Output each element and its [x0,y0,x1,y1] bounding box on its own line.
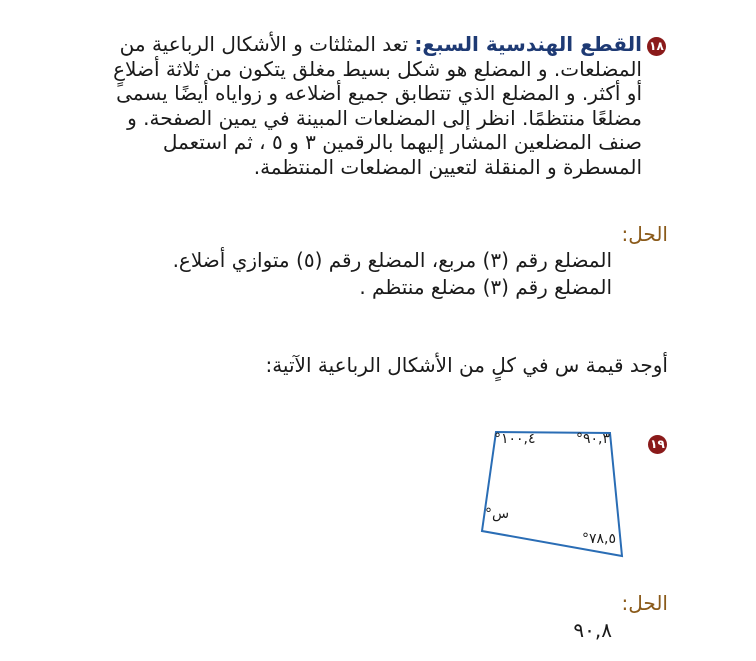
angle-bottom-left-value: س [492,506,510,522]
problem-18-heading: القطع الهندسية السبع: [414,32,642,56]
angle-top-left-value: ١٠٠,٤ [501,431,536,447]
solution-line-1: المضلع رقم (٣) مربع، المضلع رقم (٥) متوازي أضلاع. [172,248,612,272]
angle-top-left [494,431,536,447]
solution-label-19: الحل: [621,591,668,615]
instruction-text: أوجد قيمة س في كلٍ من الأشكال الرباعية الآتية: [265,353,668,377]
angle-bottom-right [582,531,616,547]
degree-symbol: ° [494,431,501,447]
degree-symbol: ° [576,431,583,447]
problem-19-badge: ١٩ [648,435,667,454]
angle-bottom-left [485,506,509,522]
problem-18-body: تعد المثلثات و الأشكال الرباعية من المضلعات. و المضلع هو شكل بسيط مغلق يتكون من ثلاثة أضلاعٍ أو أكثر. و المضلع الذي تتطابق جميع أضلاعه و زواياه أيضًا يسمى مضلعًا منتظمًا. انظر إلى المضلعات المبينة في يمين الصفحة. و صنف المضلعين المشار إليهما بالرقمين ٣ و ٥ ، ثم استعمل المسطرة و المنقلة لتعيين المضلعات المنتظمة. [113,32,642,179]
solution-label-18: الحل: [621,222,668,246]
solution-line-2: المضلع رقم (٣) مضلع منتظم . [359,275,612,299]
answer-19: ٩٠,٨ [573,618,612,642]
angle-top-right-value: ٩٠,٣ [583,431,611,447]
problem-18-badge: ١٨ [647,37,666,56]
degree-symbol: ° [582,531,589,547]
angle-bottom-right-value: ٧٨,٥ [589,531,617,547]
angle-top-right [576,431,610,447]
degree-symbol: ° [485,506,492,522]
problem-18-text [96,32,642,179]
